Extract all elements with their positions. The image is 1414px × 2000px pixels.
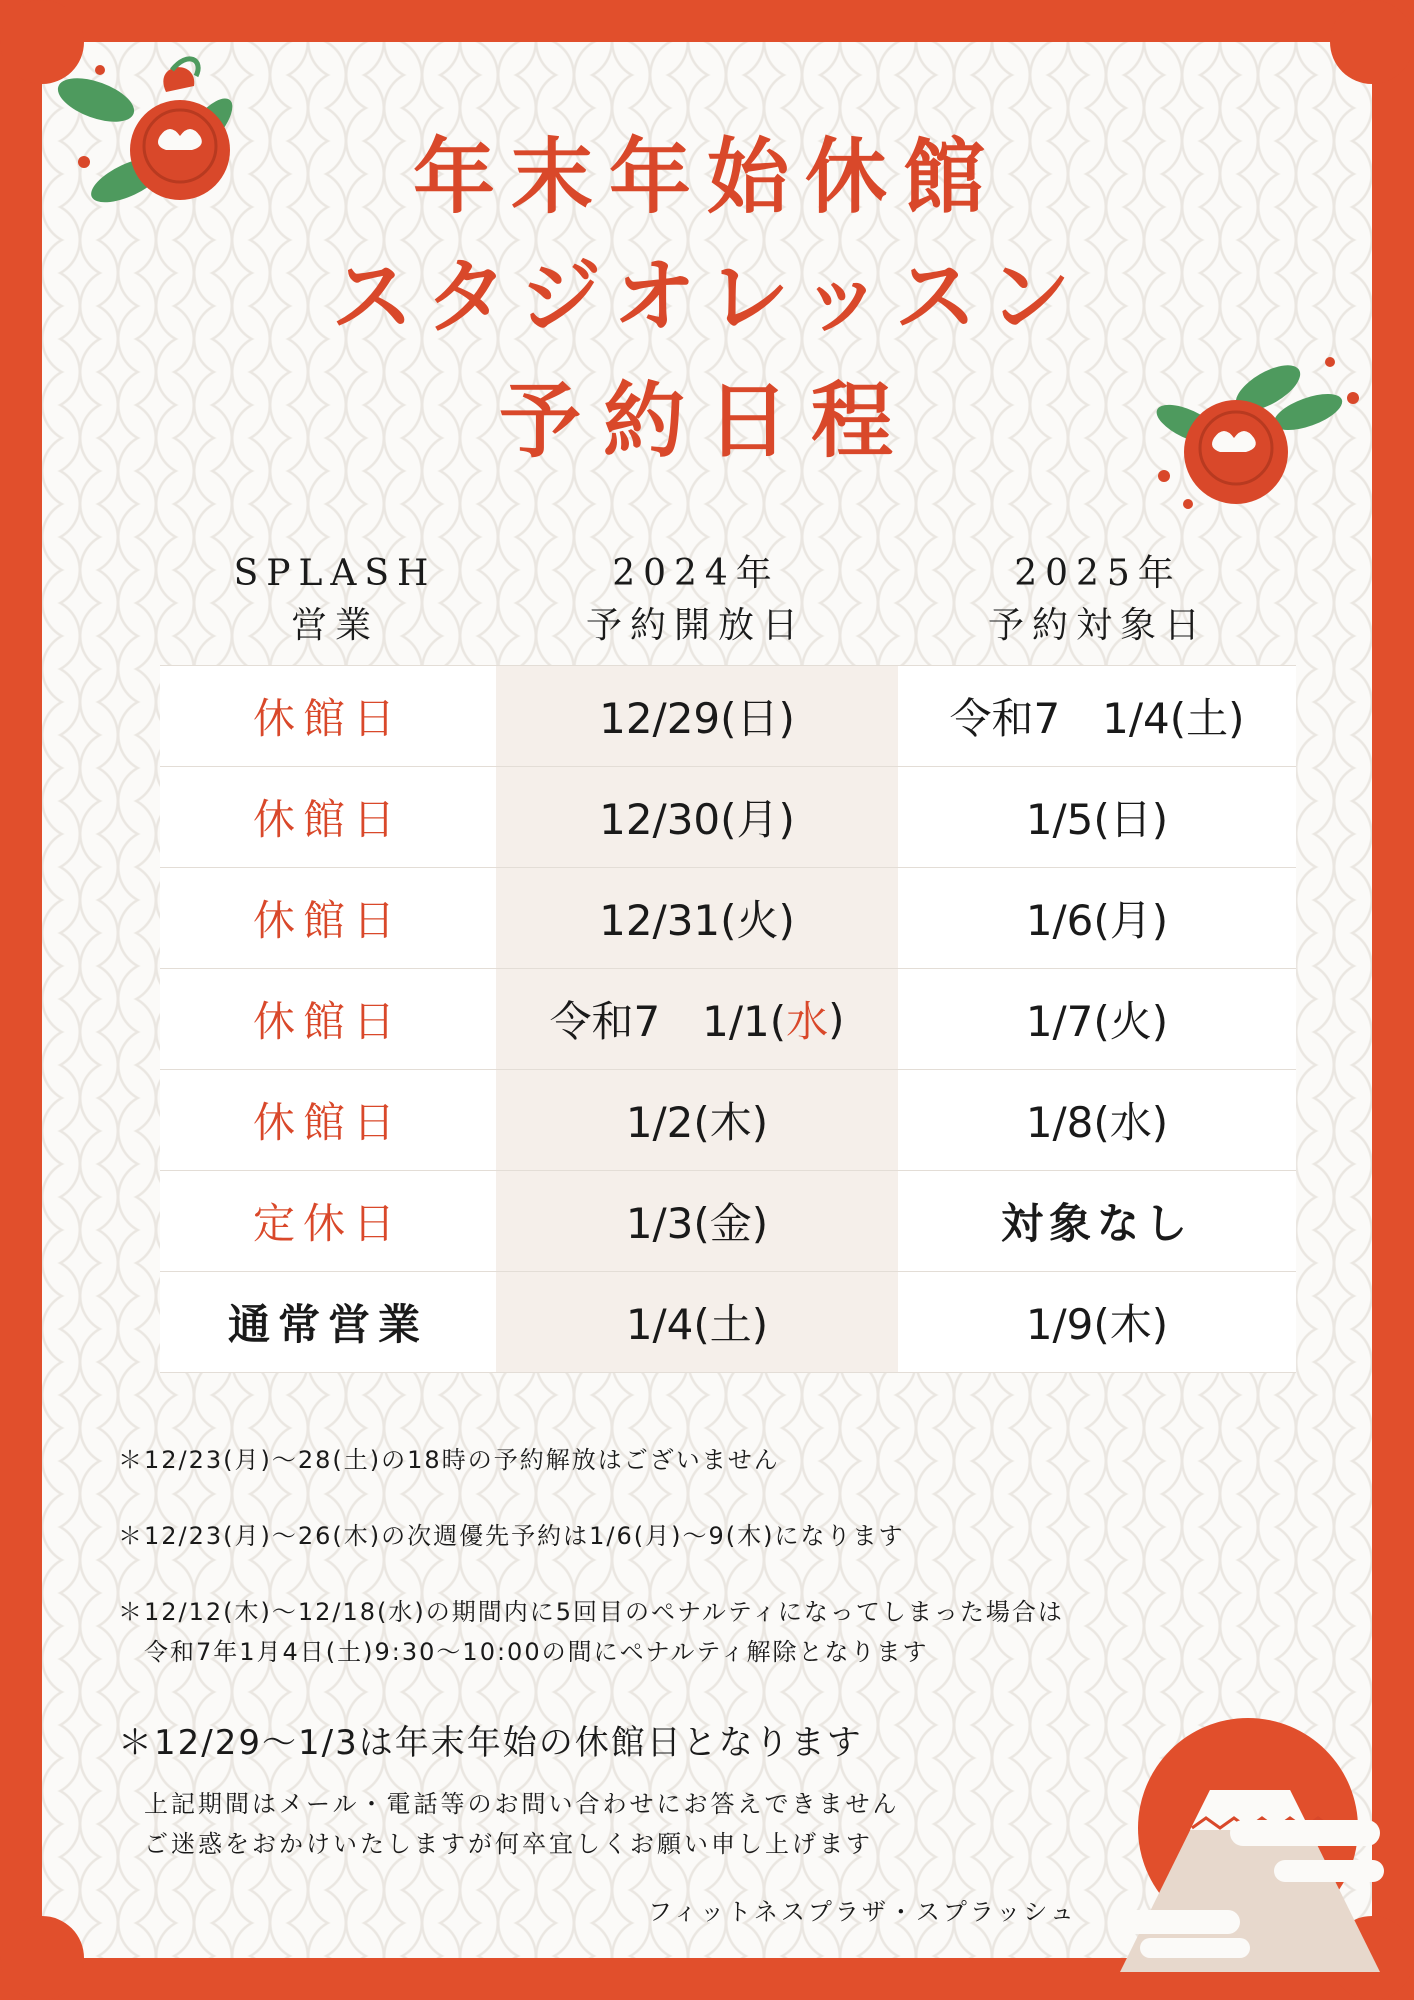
- table-row: [160, 968, 1296, 1069]
- open-date-cell: 12/29(日): [496, 666, 898, 766]
- signature: フィットネスプラザ・スプラッシュ: [648, 1898, 1077, 1926]
- note-penalty-line-1: ＊12/12(木)〜12/18(水)の期間内に5回目のペナルティになってしまった場合は: [118, 1598, 1064, 1626]
- corner-notch: [1330, 0, 1414, 84]
- schedule-table: [160, 665, 1296, 1373]
- target-date-cell: 令和7 1/4(土): [898, 666, 1296, 766]
- status-cell: 休館日: [160, 969, 496, 1069]
- note-penalty: [118, 1592, 1064, 1672]
- closure-notice: ＊12/29〜1/3は年末年始の休館日となります: [118, 1723, 863, 1763]
- table-row: [160, 1271, 1296, 1373]
- open-date-cell: 12/31(火): [496, 868, 898, 968]
- header-text: SPLASH: [233, 553, 437, 594]
- target-date-cell: 1/5(日): [898, 767, 1296, 867]
- closure-sub-1: 上記期間はメール・電話等のお問い合わせにお答えできません: [144, 1790, 900, 1818]
- note-penalty-line-2: 令和7年1月4日(土)9:30〜10:00の間にペナルティ解除となります: [144, 1638, 929, 1666]
- target-date-cell: 1/7(火): [898, 969, 1296, 1069]
- closure-sub-2: ご迷惑をおかけいたしますが何卒宜しくお願い申し上げます: [144, 1830, 873, 1858]
- table-row: [160, 1069, 1296, 1170]
- status-cell: 休館日: [160, 767, 496, 867]
- status-cell: 定休日: [160, 1171, 496, 1271]
- open-date-cell: 12/30(月): [496, 767, 898, 867]
- holiday-weekday: 水: [786, 997, 829, 1046]
- status-cell: 休館日: [160, 666, 496, 766]
- table-row: [160, 766, 1296, 867]
- table-row: [160, 1170, 1296, 1271]
- status-cell: 通常営業: [160, 1272, 496, 1372]
- note-no-release: ＊12/23(月)〜28(土)の18時の予約解放はございません: [118, 1446, 780, 1474]
- target-date-cell: 1/6(月): [898, 868, 1296, 968]
- title-line-1: 年末年始休館: [412, 130, 1001, 225]
- open-date-cell: 1/3(金): [496, 1171, 898, 1271]
- status-cell: 休館日: [160, 868, 496, 968]
- target-date-cell: 1/9(木): [898, 1272, 1296, 1372]
- open-date-cell: [496, 969, 898, 1069]
- note-priority-booking: ＊12/23(月)〜26(木)の次週優先予約は1/6(月)〜9(木)になります: [118, 1522, 905, 1550]
- header-text: 2024年: [612, 553, 780, 594]
- table-row: [160, 867, 1296, 968]
- title-line-2: スタジオレッスン: [331, 250, 1083, 345]
- open-date-cell: 1/4(土): [496, 1272, 898, 1372]
- title-line-3: 予約日程: [498, 374, 915, 469]
- corner-notch: [0, 1916, 84, 2000]
- target-date-cell: 対象なし: [898, 1171, 1296, 1271]
- header-text: 営業: [290, 605, 379, 646]
- mount-fuji-icon: [1110, 1700, 1390, 1972]
- column-header-target-date: [898, 548, 1298, 652]
- header-text: 予約開放日: [585, 605, 806, 646]
- open-date-suffix: ): [828, 994, 845, 1044]
- open-date-prefix: 令和7 1/1(: [549, 997, 787, 1046]
- status-cell: 休館日: [160, 1070, 496, 1170]
- header-text: 2025年: [1014, 553, 1182, 594]
- table-row: [160, 665, 1296, 766]
- column-header-splash: [160, 548, 510, 652]
- open-date-cell: 1/2(木): [496, 1070, 898, 1170]
- target-date-cell: 1/8(水): [898, 1070, 1296, 1170]
- header-text: 予約対象日: [987, 605, 1208, 646]
- column-header-open-date: [496, 548, 896, 652]
